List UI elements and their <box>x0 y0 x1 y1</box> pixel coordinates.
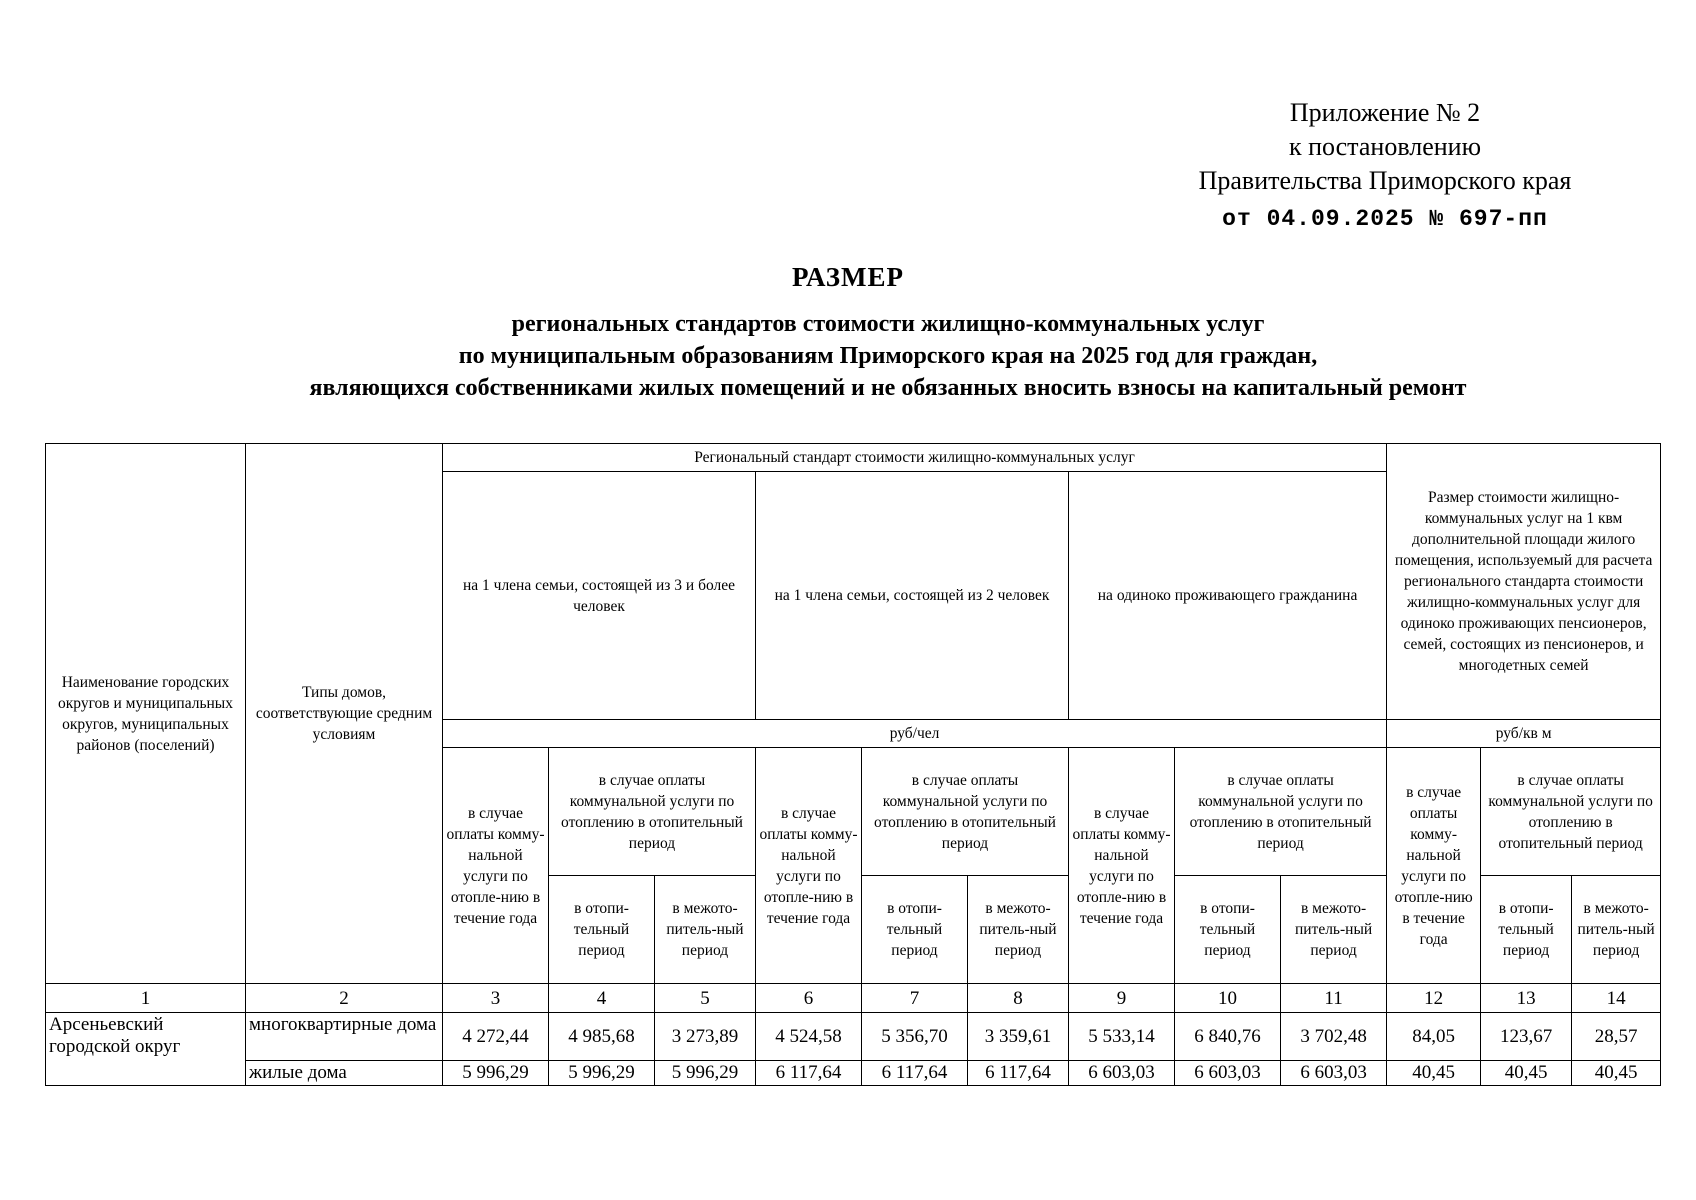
column-number: 10 <box>1175 984 1281 1013</box>
table-row <box>46 1013 1661 1061</box>
value-cell: 123,67 <box>1481 1013 1572 1061</box>
standards-table <box>45 443 1661 1086</box>
value-cell: 6 117,64 <box>968 1061 1069 1086</box>
appendix-header <box>1120 96 1650 236</box>
value-cell: 3 359,61 <box>968 1013 1069 1061</box>
house-type: жилые дома <box>246 1061 443 1086</box>
house-type: многоквартирные дома <box>246 1013 443 1061</box>
header-in-heating-10: в отопи-тельный период <box>1175 876 1281 984</box>
value-cell: 40,45 <box>1572 1061 1661 1086</box>
header-year-round-12: в случае оплаты комму-нальной услуги по отопле-нию в течение года <box>1387 748 1481 984</box>
column-number: 1 <box>46 984 246 1013</box>
column-number: 12 <box>1387 984 1481 1013</box>
header-unit-per-person: руб/чел <box>443 720 1387 748</box>
header-in-heating-4: в отопи-тельный период <box>549 876 655 984</box>
document-title: РАЗМЕР <box>791 262 905 292</box>
value-cell: 6 117,64 <box>862 1061 968 1086</box>
appendix-resolution: к постановлению <box>1288 132 1482 161</box>
value-cell: 5 533,14 <box>1069 1013 1175 1061</box>
header-regional-standard: Региональный стандарт стоимости жилищно-коммунальных услуг <box>443 444 1387 472</box>
header-year-round-6: в случае оплаты комму-нальной услуги по отопле-нию в течение года <box>756 748 862 984</box>
header-in-heating-7: в отопи-тельный период <box>862 876 968 984</box>
column-number: 2 <box>246 984 443 1013</box>
value-cell: 28,57 <box>1572 1013 1661 1061</box>
column-number: 5 <box>655 984 756 1013</box>
value-cell: 6 603,03 <box>1069 1061 1175 1086</box>
value-cell: 3 702,48 <box>1281 1013 1387 1061</box>
value-cell: 5 996,29 <box>655 1061 756 1086</box>
column-number: 11 <box>1281 984 1387 1013</box>
header-heating-period-10-11: в случае оплаты коммунальной услуги по отоплению в отопительный период <box>1175 748 1387 876</box>
header-off-heating-11: в межото-питель-ный период <box>1281 876 1387 984</box>
value-cell: 6 117,64 <box>756 1061 862 1086</box>
header-group-2: на 1 члена семьи, состоящей из 2 человек <box>756 472 1069 720</box>
column-number: 3 <box>443 984 549 1013</box>
header-off-heating-14: в межото-питель-ный период <box>1572 876 1661 984</box>
subtitle-line-3: являющихся собственниками жилых помещений и не обязанных вносить взносы на капитальный ремонт <box>309 375 1467 401</box>
header-year-round-9: в случае оплаты комму-нальной услуги по отопле-нию в течение года <box>1069 748 1175 984</box>
column-number: 7 <box>862 984 968 1013</box>
value-cell: 6 603,03 <box>1175 1061 1281 1086</box>
header-house-type: Типы домов, соответствующие средним условиям <box>246 444 443 984</box>
value-cell: 84,05 <box>1387 1013 1481 1061</box>
value-cell: 5 356,70 <box>862 1013 968 1061</box>
value-cell: 6 603,03 <box>1281 1061 1387 1086</box>
value-cell: 5 996,29 <box>443 1061 549 1086</box>
subtitle-line-1: региональных стандартов стоимости жилищно-коммунальных услуг <box>511 311 1265 337</box>
header-municipality: Наименование городских округов и муниципальных округов, муниципальных районов (поселений) <box>46 444 246 984</box>
municipality-name: Арсеньевский городской округ <box>46 1013 246 1086</box>
column-number: 8 <box>968 984 1069 1013</box>
header-off-heating-5: в межото-питель-ный период <box>655 876 756 984</box>
value-cell: 4 524,58 <box>756 1013 862 1061</box>
header-unit-per-sqm: руб/кв м <box>1387 720 1661 748</box>
column-number: 9 <box>1069 984 1175 1013</box>
value-cell: 5 996,29 <box>549 1061 655 1086</box>
header-off-heating-8: в межото-питель-ный период <box>968 876 1069 984</box>
value-cell: 4 272,44 <box>443 1013 549 1061</box>
header-heating-period-7-8: в случае оплаты коммунальной услуги по отоплению в отопительный период <box>862 748 1069 876</box>
column-number: 14 <box>1572 984 1661 1013</box>
header-heating-period-13-14: в случае оплаты коммунальной услуги по отоплению в отопительный период <box>1481 748 1661 876</box>
column-number-row <box>46 984 1661 1013</box>
value-cell: 6 840,76 <box>1175 1013 1281 1061</box>
value-cell: 4 985,68 <box>549 1013 655 1061</box>
column-number: 6 <box>756 984 862 1013</box>
header-additional-area: Размер стоимости жилищно-коммунальных услуг на 1 квм дополнительной площади жилого помещения, используемый для расчета регионального стандарта стоимости жилищно-коммунальных услуг для одиноко проживающих пенсионеров, семей, состоящих из пенсионеров, и многодетных семей <box>1387 444 1661 720</box>
header-in-heating-13: в отопи-тельный период <box>1481 876 1572 984</box>
column-number: 4 <box>549 984 655 1013</box>
appendix-government: Правительства Приморского края <box>1198 166 1572 195</box>
value-cell: 40,45 <box>1481 1061 1572 1086</box>
header-year-round-3: в случае оплаты комму-нальной услуги по отопле-нию в течение года <box>443 748 549 984</box>
appendix-number: Приложение № 2 <box>1289 98 1481 127</box>
value-cell: 3 273,89 <box>655 1013 756 1061</box>
header-heating-period-4-5: в случае оплаты коммунальной услуги по отоплению в отопительный период <box>549 748 756 876</box>
value-cell: 40,45 <box>1387 1061 1481 1086</box>
document-subtitle <box>40 308 1696 404</box>
header-group-single: на одиноко проживающего гражданина <box>1069 472 1387 720</box>
subtitle-line-2: по муниципальным образованиям Приморского края на 2025 год для граждан, <box>458 343 1318 369</box>
appendix-date-number: от 04.09.2025 № 697-пп <box>1222 206 1548 232</box>
header-group-3plus: на 1 члена семьи, состоящей из 3 и более человек <box>443 472 756 720</box>
column-number: 13 <box>1481 984 1572 1013</box>
table-row <box>46 1061 1661 1086</box>
